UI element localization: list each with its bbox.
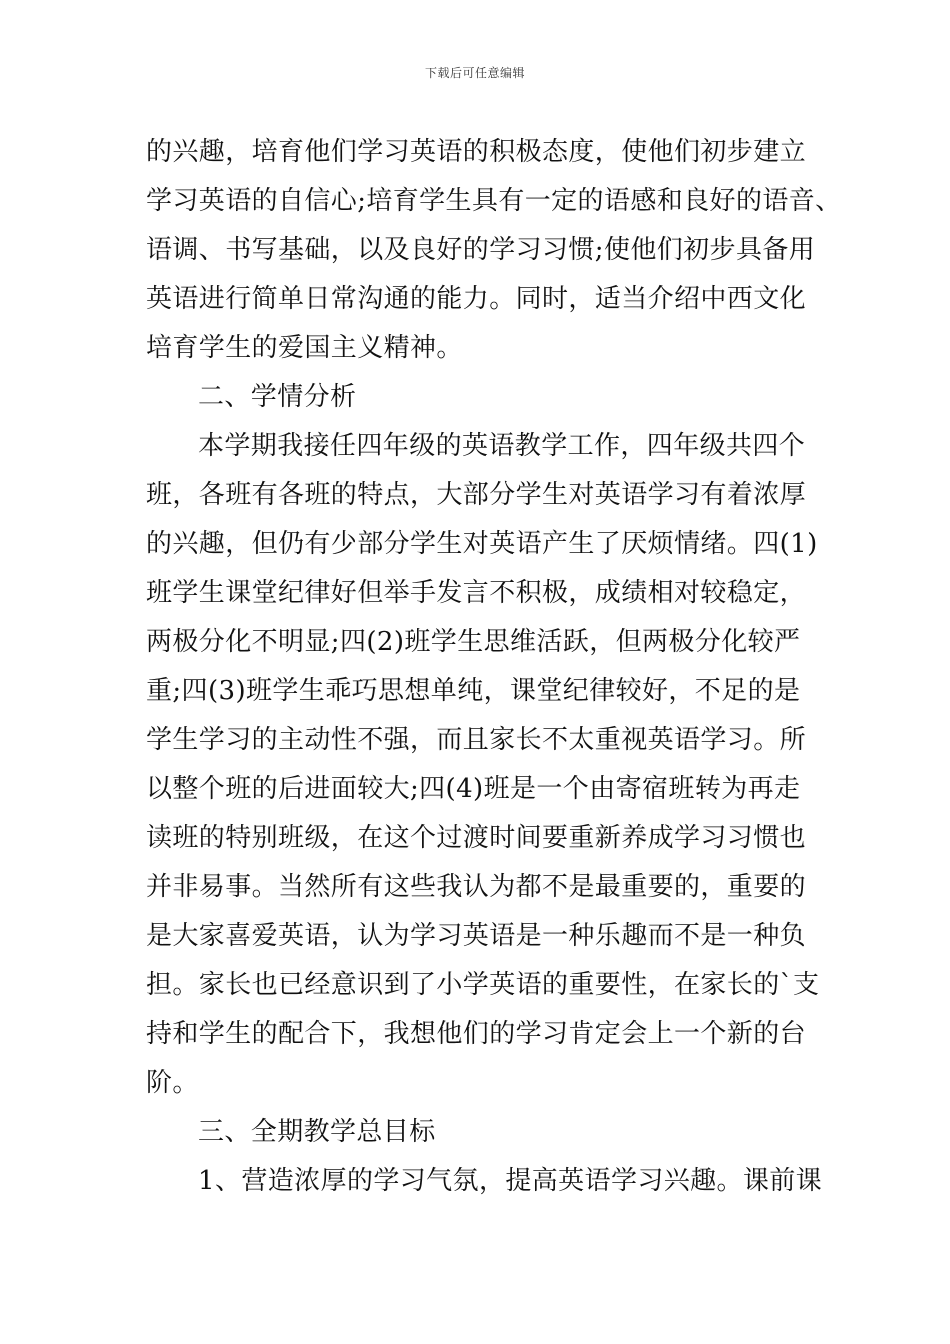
section-heading: 二、学情分析 <box>198 382 357 412</box>
text-line: 培育学生的爱国主义精神。 <box>146 333 463 363</box>
text-line: 本学期我接任四年级的英语教学工作，四年级共四个 <box>198 431 806 461</box>
text-line: 英语进行简单日常沟通的能力。同时，适当介绍中西文化 <box>146 284 807 314</box>
text-line: 两极分化不明显;四(2)班学生思维活跃，但两极分化较严 <box>146 627 801 657</box>
text-line: 是大家喜爱英语，认为学习英语是一种乐趣而不是一种负 <box>146 921 807 951</box>
text-line: 读班的特别班级，在这个过渡时间要重新养成学习习惯也 <box>146 823 807 853</box>
text-line: 学生学习的主动性不强，而且家长不太重视英语学习。所 <box>146 725 807 755</box>
text-line: 1、营造浓厚的学习气氛，提高英语学习兴趣。课前课 <box>198 1166 823 1196</box>
section-heading: 三、全期教学总目标 <box>198 1117 436 1147</box>
text-line: 的兴趣，培育他们学习英语的积极态度，使他们初步建立 <box>146 137 807 167</box>
document-body <box>146 128 842 1206</box>
text-line: 阶。 <box>146 1068 199 1098</box>
text-line: 持和学生的配合下，我想他们的学习肯定会上一个新的台 <box>146 1019 807 1049</box>
page-header: 下载后可任意编辑 <box>424 66 525 80</box>
text-line: 语调、书写基础，以及良好的学习习惯;使他们初步具备用 <box>146 235 816 265</box>
text-line: 的兴趣，但仍有少部分学生对英语产生了厌烦情绪。四(1) <box>146 529 818 559</box>
text-line: 以整个班的后进面较大;四(4)班是一个由寄宿班转为再走 <box>146 774 801 804</box>
text-line: 重;四(3)班学生乖巧思想单纯，课堂纪律较好，不足的是 <box>146 676 801 706</box>
text-line: 担。家长也已经意识到了小学英语的重要性，在家长的`支 <box>146 970 820 1000</box>
text-line: 学习英语的自信心;培育学生具有一定的语感和良好的语音、 <box>146 186 842 216</box>
text-line: 并非易事。当然所有这些我认为都不是最重要的，重要的 <box>146 872 807 902</box>
text-line: 班，各班有各班的特点，大部分学生对英语学习有着浓厚 <box>146 480 807 510</box>
text-line: 班学生课堂纪律好但举手发言不积极，成绩相对较稳定， <box>146 578 807 608</box>
